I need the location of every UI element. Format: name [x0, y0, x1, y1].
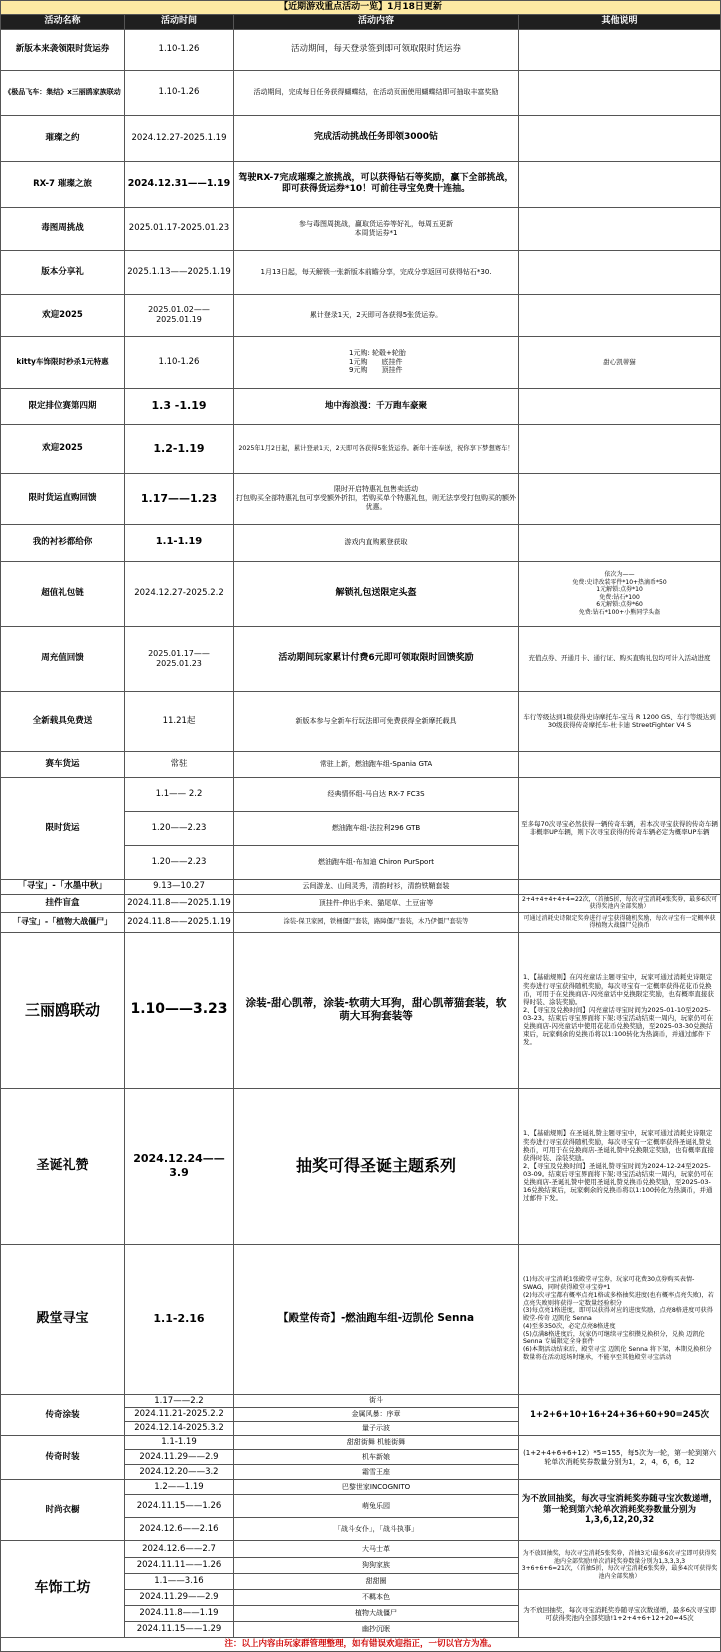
activity-content: 燃油跑车组-布加迪 Chiron PurSport [234, 845, 519, 879]
activity-time: 2024.12.6——2.16 [125, 1518, 234, 1541]
activity-time: 2024.11.15——1.26 [125, 1495, 234, 1518]
activity-time: 2024.11.29——2.9 [125, 1450, 234, 1465]
activity-note: 依次为—— 免费:史诗改装零件*10+热滴币*50 1元解锁:点券*10 免费:钻石*100 6元解锁:点券*60 免费:钻石*100+小熊同学头盔 [519, 561, 721, 626]
activity-time: 2024.11.15——1.29 [125, 1622, 234, 1638]
table-row [1, 561, 721, 626]
table-row [1, 207, 721, 250]
activity-content: 活动期间，每天登录签到即可领取限时货运券 [234, 29, 519, 70]
activity-name: 璀璨之约 [1, 115, 125, 161]
activity-name: 传奇涂装 [1, 1394, 125, 1436]
activity-time: 11.21起 [125, 691, 234, 751]
activity-content: 2025年1月2日起，累计登录1天，2天即可各获得5张货运券。新年十连奉送，祝你享下梦想赛车！ [234, 424, 519, 473]
activity-time: 1.1——3.16 [125, 1574, 234, 1590]
activity-time: 2024.12.27-2025.2.2 [125, 561, 234, 626]
activity-note: (1)每次寻宝消耗1张殿堂寻宝券，玩家可花费30点券购买表情-SWAG，同时获得殿堂寻宝券*1 (2)每次寻宝都有概率点亮1格或多格抽奖进度(也有概率点亮失败)，若点亮失败则将获得一定数量经验积分 (3)每点亮1格进度，即可以获得对应的进度奖励，点亮8格进度可获得 殿堂-传奇 迈凯伦 Senna (4)至多350次，必定点亮8格进度 (5)点满8格进度后，玩家仍可继续寻宝积攒兑换积分，兑换 迈凯伦 Senna 专属限定全身套件 (6)本期活动结束后，殿堂寻宝 迈凯伦 Senna 将下架，本期兑换积分数量将在活动返场时继承，不能享至其他殿堂寻宝活动 [519, 1244, 721, 1394]
activity-content: 狗狗家族 [234, 1558, 519, 1574]
activity-time: 2024.12.14-2025.3.2 [125, 1422, 234, 1436]
activity-note [519, 207, 721, 250]
activity-content: 不羁本色 [234, 1590, 519, 1606]
activity-name: 时尚衣橱 [1, 1480, 125, 1541]
activity-note [519, 388, 721, 424]
activity-name: 限时货运 [1, 777, 125, 879]
activity-content: 累计登录1天，2天即可各获得5张货运券。 [234, 294, 519, 336]
activity-content: 金属风暴：序章 [234, 1408, 519, 1422]
table-row [1, 336, 721, 388]
activity-name: kitty车饰限时秒杀1元特惠 [1, 336, 125, 388]
activity-content: 游戏内直购累登获取 [234, 524, 519, 561]
activity-time: 2024.11.8——1.19 [125, 1606, 234, 1622]
table-row [1, 912, 721, 932]
table-row [1, 1244, 721, 1394]
activity-content: 限时开启特惠礼包售卖活动 打包购买全部特惠礼包可享受额外折扣，若购买单个特惠礼包，则无法享受打包购买的额外优惠。 [234, 473, 519, 524]
activity-note [519, 161, 721, 207]
footer-disclaimer: 注：以上内容由玩家群管理整理，如有错误欢迎指正，一切以官方为准。 [1, 1638, 721, 1652]
activity-name: 「寻宝」-「植物大战僵尸」 [1, 912, 125, 932]
table-row [1, 1480, 721, 1495]
activity-content: 霜雪王座 [234, 1465, 519, 1480]
activity-time: 1.1—— 2.2 [125, 777, 234, 811]
table-row [1, 524, 721, 561]
activity-content: 萌兔乐园 [234, 1495, 519, 1518]
table-row [1, 932, 721, 1088]
activity-time: 2025.01.17——2025.01.23 [125, 626, 234, 691]
activity-content: 【殿堂传奇】-燃油跑车组-迈凯伦 Senna [234, 1244, 519, 1394]
activity-note: 1+2+6+10+16+24+36+60+90=245次 [519, 1394, 721, 1436]
activity-time: 1.10-1.26 [125, 336, 234, 388]
activity-name: 毒图周挑战 [1, 207, 125, 250]
activity-note [519, 250, 721, 294]
activity-note [519, 70, 721, 115]
activity-name: 超值礼包链 [1, 561, 125, 626]
activity-name: 欢迎2025 [1, 294, 125, 336]
activity-time: 2025.01.02——2025.01.19 [125, 294, 234, 336]
activity-name: 我的衬衫都给你 [1, 524, 125, 561]
activity-content: 经典情怀组-马自达 RX-7 FC3S [234, 777, 519, 811]
activity-note [519, 473, 721, 524]
activity-time: 常驻 [125, 751, 234, 777]
activity-content: 大马士革 [234, 1541, 519, 1558]
activity-name: 《极品飞车：集结》x三丽鸥家族联动 [1, 70, 125, 115]
table-row [1, 70, 721, 115]
sheet-title: 【近期游戏重点活动一览】1月18日更新 [1, 1, 721, 15]
table-row [1, 115, 721, 161]
table-row [1, 1088, 721, 1244]
activity-name: 新版本来袭领限时货运券 [1, 29, 125, 70]
table-row [1, 1541, 721, 1558]
activity-time: 2024.11.11——1.26 [125, 1558, 234, 1574]
activity-name: 殿堂寻宝 [1, 1244, 125, 1394]
activity-time: 2024.11.21-2025.2.2 [125, 1408, 234, 1422]
activity-time: 2024.11.8——2025.1.19 [125, 894, 234, 912]
activity-content: 巴黎世家INCOGNITO [234, 1480, 519, 1495]
table-row [1, 473, 721, 524]
table-row [1, 626, 721, 691]
activity-name: 限定排位赛第四期 [1, 388, 125, 424]
activity-content: 甜甜圈 [234, 1574, 519, 1590]
activity-note: 充值点券、开通月卡、通行证、购买直购礼包均可计入活动进度 [519, 626, 721, 691]
table-row [1, 424, 721, 473]
activity-time: 2024.12.20——3.2 [125, 1465, 234, 1480]
table-row [1, 751, 721, 777]
activity-content: 幽抄沉眠 [234, 1622, 519, 1638]
activity-time: 1.10-1.26 [125, 29, 234, 70]
activity-note: 车行等级达到1级获得史诗摩托车-宝马 R 1200 GS、车行等级达到30级获得传奇摩托车-杜卡迪 StreetFighter V4 S [519, 691, 721, 751]
col-header-content: 活动内容 [234, 15, 519, 29]
table-row [1, 691, 721, 751]
activity-time: 1.17——2.2 [125, 1394, 234, 1408]
activity-time: 1.2-1.19 [125, 424, 234, 473]
col-header-note: 其他说明 [519, 15, 721, 29]
activity-note [519, 524, 721, 561]
table-row [1, 777, 721, 811]
activity-content: 涂装-甜心凯蒂，涂装-软萌大耳狗，甜心凯蒂猫套装，软萌大耳狗套装等 [234, 932, 519, 1088]
activity-name: 周充值回馈 [1, 626, 125, 691]
activity-time: 1.10-1.26 [125, 70, 234, 115]
activity-content: 甜甜街舞 机能街舞 [234, 1436, 519, 1450]
table-row [1, 294, 721, 336]
activity-note [519, 115, 721, 161]
activity-time: 1.1-2.16 [125, 1244, 234, 1394]
activity-content: 量子示波 [234, 1422, 519, 1436]
activity-time: 2025.01.17-2025.01.23 [125, 207, 234, 250]
activity-content: 活动期间玩家累计付费6元即可领取限时回馈奖励 [234, 626, 519, 691]
activity-note: 2+4+4+4+4+4=22次，（首抽5折，每次寻宝消耗4张奖券，最多6次可获得奖池内全部奖励） [519, 894, 721, 912]
activity-note: (1+2+4+6+6+12）*5=155，每5次为一轮，第一轮到第六轮单次消耗奖券数量分别为1，2，4，6，6，12 [519, 1436, 721, 1480]
activity-name: 挂件盲盒 [1, 894, 125, 912]
table-row [1, 1394, 721, 1408]
table-row [1, 388, 721, 424]
activity-time: 1.1-1.19 [125, 524, 234, 561]
table-row [1, 1436, 721, 1450]
activity-time: 9.13—10.27 [125, 879, 234, 894]
activity-note [519, 879, 721, 894]
col-header-time: 活动时间 [125, 15, 234, 29]
activity-content: 新版本参与全新车行玩法即可免费获得全新摩托载具 [234, 691, 519, 751]
activity-content: 驾驶RX-7完成璀璨之旅挑战，可以获得钻石等奖励，赢下全部挑战，即可获得货运券*10！可前往寻宝免费十连抽。 [234, 161, 519, 207]
activity-time: 2024.12.27-2025.1.19 [125, 115, 234, 161]
activity-content: 常驻上新，燃油跑车组-Spania GTA [234, 751, 519, 777]
table-row [1, 879, 721, 894]
activity-content: 涂装-保卫家园，铁桶僵尸套装，路障僵尸套装，木乃伊僵尸套装等 [234, 912, 519, 932]
activity-note [519, 751, 721, 777]
activity-note: 可通过消耗史诗限定奖券进行寻宝获得随机奖励，每次寻宝有一定概率获得植物大战僵尸兑换币 [519, 912, 721, 932]
activity-content: 抽奖可得圣诞主题系列 [234, 1088, 519, 1244]
activity-name: 传奇时装 [1, 1436, 125, 1480]
activity-content: 机车新娘 [234, 1450, 519, 1465]
activity-note: 至多每70次寻宝必然获得一辆传奇车辆，若本次寻宝获得的传奇车辆非概率UP车辆，则下次寻宝获得的传奇车辆必定为概率UP车辆 [519, 777, 721, 879]
activity-name: 欢迎2025 [1, 424, 125, 473]
activity-content: 「战斗女仆」，「战斗执事」 [234, 1518, 519, 1541]
activity-name: 「寻宝」-「水墨中秋」 [1, 879, 125, 894]
activity-content: 完成活动挑战任务即领3000钻 [234, 115, 519, 161]
activity-note [519, 29, 721, 70]
activity-content: 燃油跑车组-法拉利296 GTB [234, 811, 519, 845]
activity-time: 2024.11.29——2.9 [125, 1590, 234, 1606]
activity-time: 1.10——3.23 [125, 932, 234, 1088]
activity-time: 2025.1.13——2025.1.19 [125, 250, 234, 294]
activity-name: 圣诞礼赞 [1, 1088, 125, 1244]
activity-content: 1元购: 轮毂+轮胎 1元购 底挂件 9元购 顶挂件 [234, 336, 519, 388]
col-header-name: 活动名称 [1, 15, 125, 29]
activity-note: 1、【基础规则】在闪亮童话主题寻宝中，玩家可通过消耗史诗限定奖券进行寻宝获得随机奖励，每次寻宝有一定概率获得花花币兑换币，可用于在兑换商店-闪亮童话中兑换限定奖励，也有概率直接获得时装、涂装奖励。 2、【寻宝及兑换时间】闪亮童话寻宝时间为2025-01-10至2025-03-23。结束后寻宝界面将下架;寻宝活动结束一周内，玩家仍可在兑换商店-闪亮童话中使用花花币兑换奖励，至2025-03-30兑换结束后，玩家剩余的兑换币将以1:100转化为热滴币，并通过邮件下发。 [519, 932, 721, 1088]
activity-note: 为不放回抽奖，每次寻宝消耗奖券随寻宝次数递增，第一轮到第六轮单次消耗奖券数量分别为1,3,6,12,20,32 [519, 1480, 721, 1541]
activity-time: 2024.12.6——2.7 [125, 1541, 234, 1558]
activity-time: 1.17——1.23 [125, 473, 234, 524]
activity-name: 全新载具免费送 [1, 691, 125, 751]
activity-content: 活动期间，完成每日任务获得蝴蝶结，在活动页面使用蝴蝶结即可抽取丰富奖励 [234, 70, 519, 115]
activity-note: 为不放回抽奖，每次寻宝消耗5张奖券，首抽3元!最多6次寻宝即可获得奖池内全部奖励!单次消耗奖券数量分别为1,3,3,3,3 3+6+6+6=21次，（首抽5折，每次寻宝消耗6张奖券，最多4次可获得奖池内全部奖励） [519, 1541, 721, 1590]
activity-content: 解锁礼包送限定头盔 [234, 561, 519, 626]
activity-name: 赛车货运 [1, 751, 125, 777]
activity-content: 地中海浪漫：千万跑车豪聚 [234, 388, 519, 424]
activity-note: 甜心凯蒂猫 [519, 336, 721, 388]
activity-content: 顶挂件-伸出手来、猫尾草、土豆宙等 [234, 894, 519, 912]
activity-name: 限时货运直购回馈 [1, 473, 125, 524]
activity-time: 1.20——2.23 [125, 811, 234, 845]
activity-content: 1月13日起，每天解锁一张新版本前瞻分享，完成分享返回可获得钻石*30. [234, 250, 519, 294]
activity-time: 2024.12.24——3.9 [125, 1088, 234, 1244]
activity-name: RX-7 璀璨之旅 [1, 161, 125, 207]
table-row [1, 894, 721, 912]
activity-time: 1.3 -1.19 [125, 388, 234, 424]
table-row [1, 250, 721, 294]
activity-time: 2024.11.8——2025.1.19 [125, 912, 234, 932]
activity-note [519, 294, 721, 336]
activity-content: 云间游龙、山间灵秀，清韵时衫，清韵铁鞘套装 [234, 879, 519, 894]
activity-note: 为不放回抽奖，每次寻宝消耗奖券随寻宝次数递增，最多6次寻宝即可获得奖池内全部奖励!1+2+4+6+12+20=45次 [519, 1590, 721, 1638]
activity-name: 车饰工坊 [1, 1541, 125, 1638]
table-row [1, 29, 721, 70]
activity-note: 1、【基础规则】在圣诞礼赞主题寻宝中，玩家可通过消耗史诗限定奖券进行寻宝获得随机奖励，每次寻宝有一定概率获得圣诞礼赞兑换币，可用于在兑换商店-圣诞礼赞中兑换限定奖励，也有概率直接获得时装、涂装奖励。 2、【寻宝及兑换时间】圣诞礼赞寻宝时间为2024-12-24至2025-03-09。结束后寻宝界面将下架;寻宝活动结束一周内，玩家仍可在兑换商店-圣诞礼赞中使用圣诞礼赞兑换币兑换奖励，至2025-03-16兑换结束后，玩家剩余的兑换币将以1:100转化为热滴币，并通过邮件下发。 [519, 1088, 721, 1244]
activity-time: 1.20——2.23 [125, 845, 234, 879]
activity-content: 街斗 [234, 1394, 519, 1408]
activity-content: 植物大战僵尸 [234, 1606, 519, 1622]
activity-time: 1.1-1.19 [125, 1436, 234, 1450]
activity-content: 参与毒图周挑战，赢取货运券等好礼，每周五更新 本周货运券*1 [234, 207, 519, 250]
activity-time: 2024.12.31——1.19 [125, 161, 234, 207]
table-row [1, 161, 721, 207]
activity-name: 三丽鸥联动 [1, 932, 125, 1088]
activity-time: 1.2——1.19 [125, 1480, 234, 1495]
activity-note [519, 424, 721, 473]
activity-name: 版本分享礼 [1, 250, 125, 294]
